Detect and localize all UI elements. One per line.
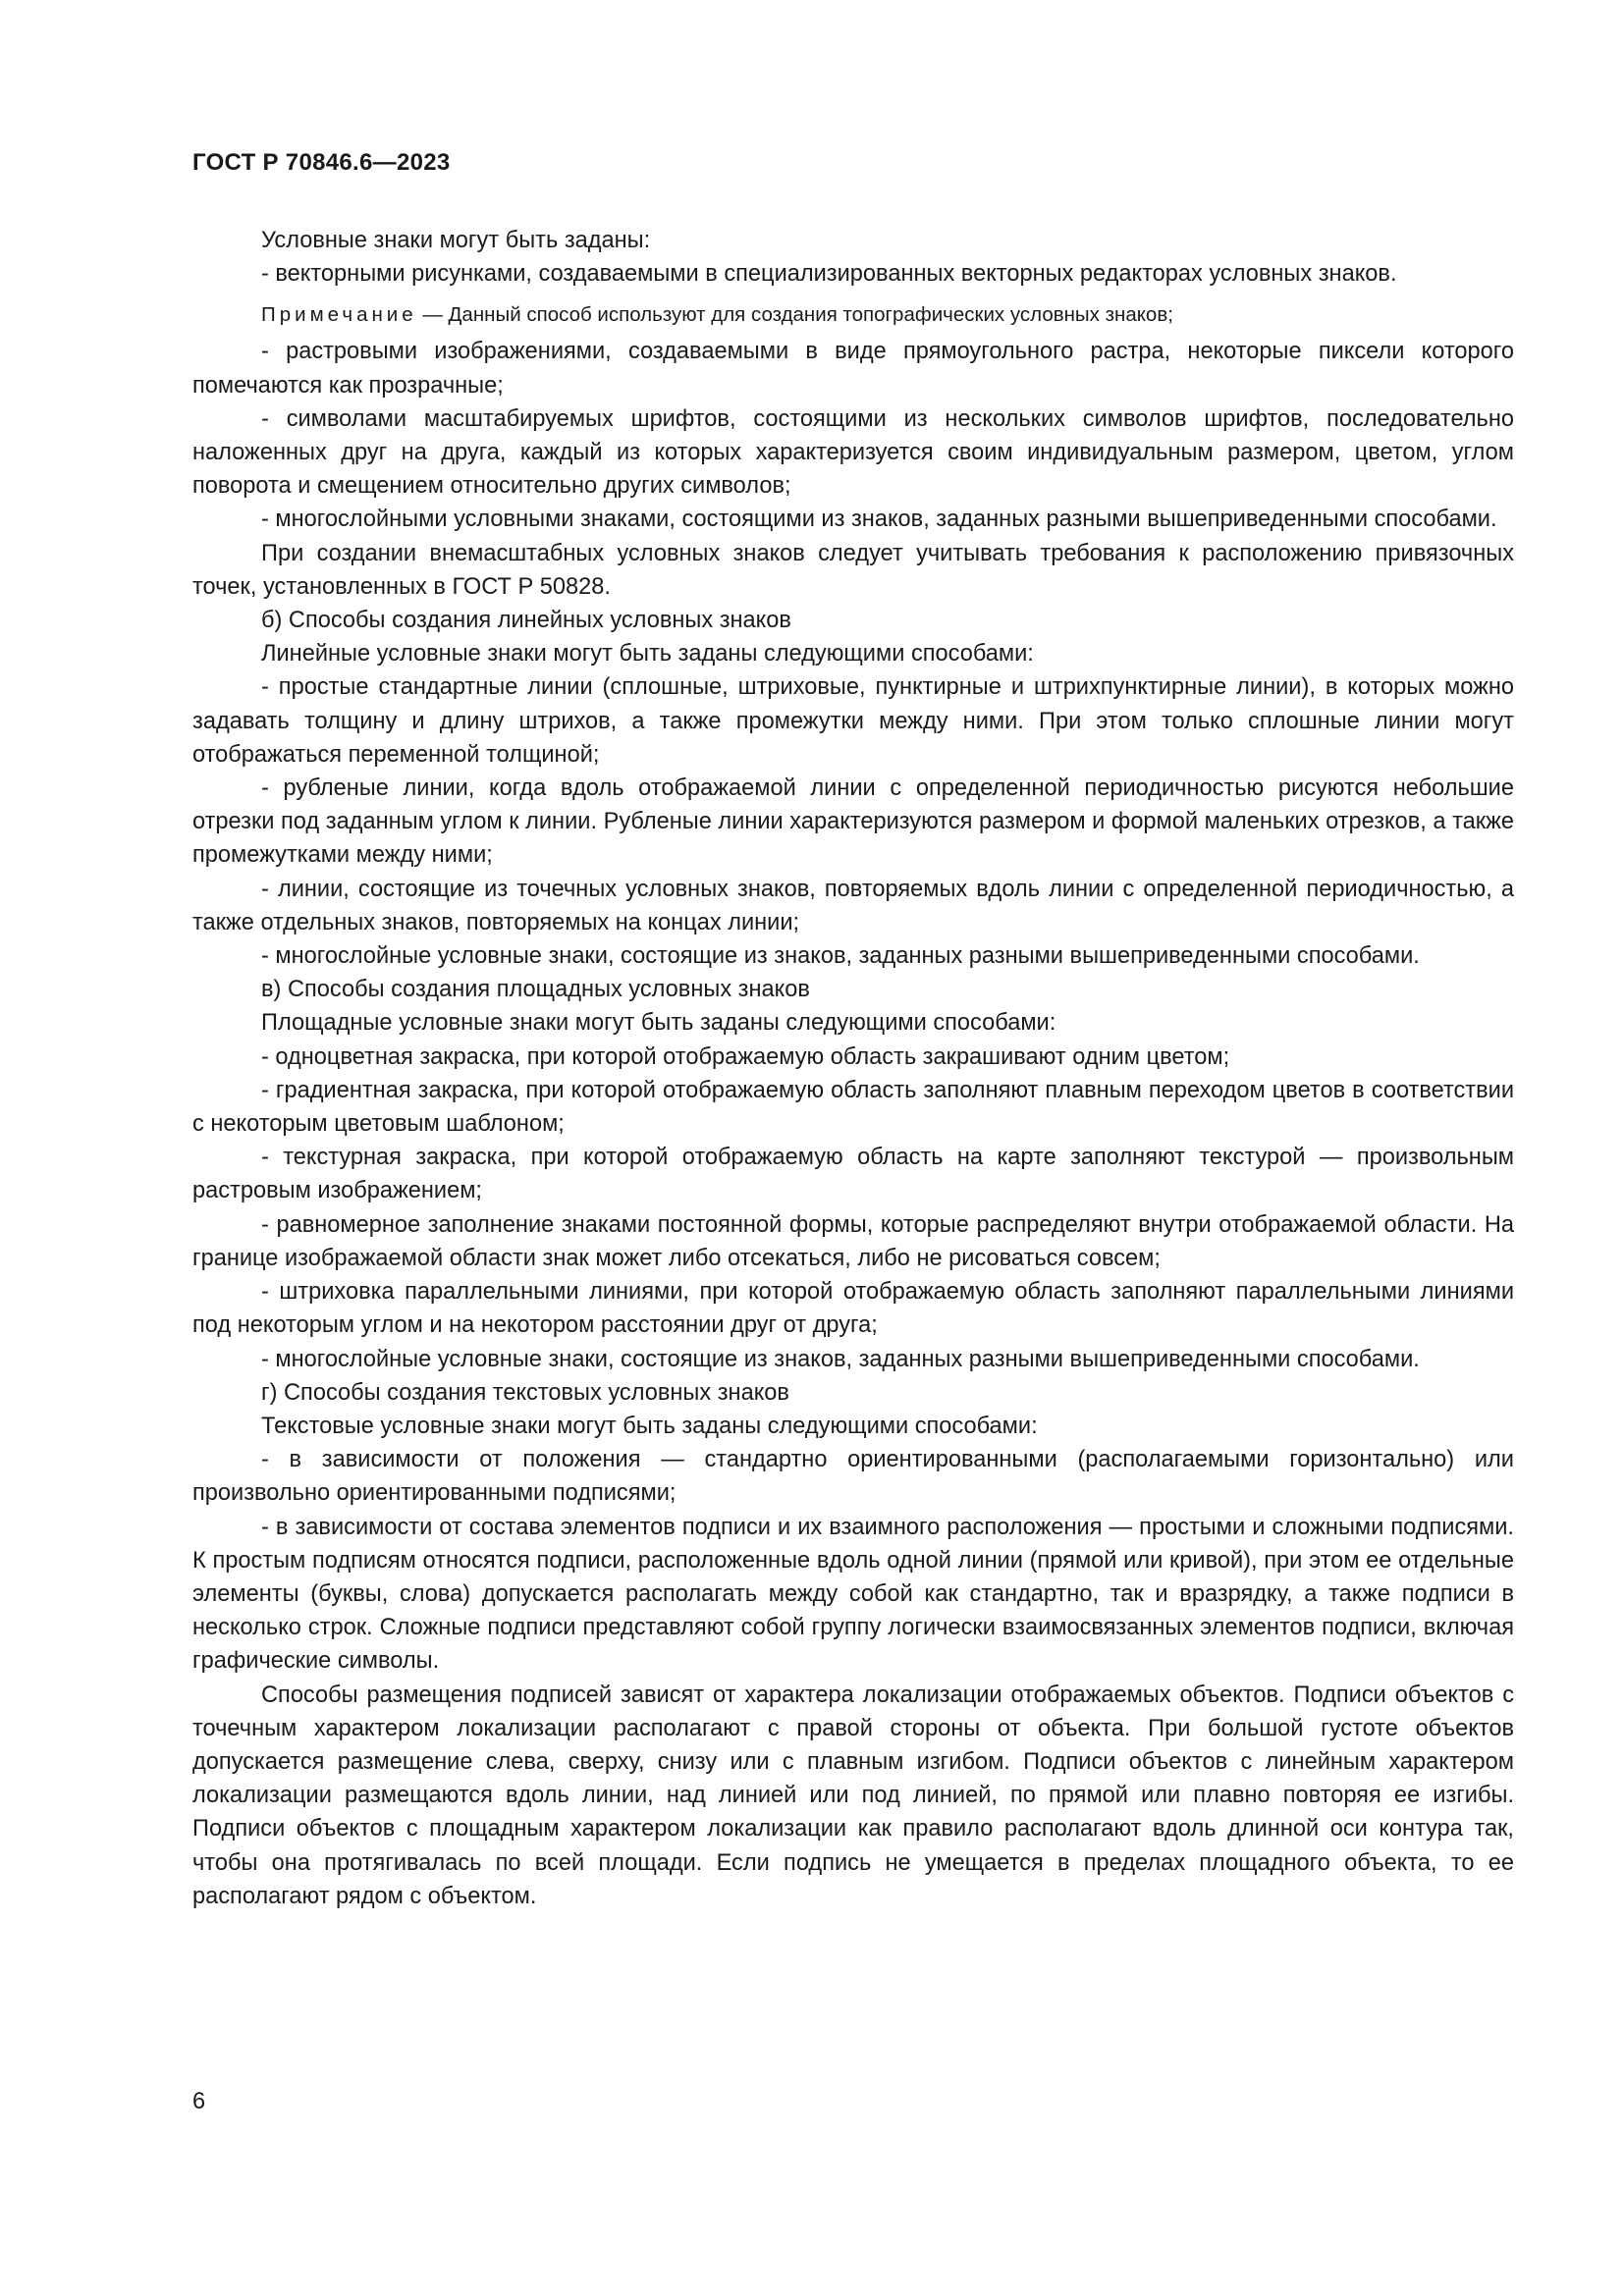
paragraph: Площадные условные знаки могут быть заданы следующими способами: [261,1010,1056,1037]
section-heading: в) Способы создания площадных условных знаков [261,977,810,1003]
note [192,299,1514,330]
paragraph: Условные знаки могут быть заданы: [261,228,651,253]
paragraph: При создании внемасштабных условных знаков следует учитывать требования к расположению привязочных точек, установленных в ГОСТ Р 50828. [192,540,1514,600]
note-text: — Данный способ используют для создания топографических условных знаков; [416,303,1173,327]
paragraph: - многослойными условными знаками, состоящими из знаков, заданных разными вышеприведенными способами. [261,507,1497,533]
paragraph: - многослойные условные знаки, состоящие из знаков, заданных разными вышеприведенными способами. [261,943,1420,970]
document-body [192,224,1514,1913]
paragraph: - в зависимости от состава элементов подписи и их взаимного расположения — простыми и сложными подписями. К простым подписям относятся подписи, расположенные вдоль одной линии (прямой или кривой), при этом ее отдельные элементы (буквы, слова) допускается располагать между собой как стандартно, так и вразрядку, а также подписи в несколько строк. Сложные подписи представляют собой группу логически взаимосвязанных элементов подписи, включая графические символы. [192,1514,1514,1675]
section-heading: б) Способы создания линейных условных знаков [261,608,791,634]
paragraph: - градиентная закраска, при которой отображаемую область заполняют плавным переходом цветов в соответствии с некоторым цветовым шаблоном; [192,1077,1514,1138]
paragraph: - текстурная закраска, при которой отображаемую область на карте заполняют текстурой — произвольным растровым изображением; [192,1145,1514,1204]
paragraph: - одноцветная закраска, при которой отображаемую область закрашивают одним цветом; [261,1043,1230,1070]
paragraph: - рубленые линии, когда вдоль отображаемой линии с определенной периодичностью рисуются небольшие отрезки под заданным углом к линии. Рубленые линии характеризуются размером и формой маленьких отрезков, а также промежутками между ними; [192,775,1514,869]
paragraph: Линейные условные знаки могут быть заданы следующими способами: [261,641,1034,667]
document-number-header: ГОСТ Р 70846.6—2023 [192,149,451,176]
paragraph: Текстовые условные знаки могут быть заданы следующими способами: [261,1413,1038,1439]
paragraph: - линии, состоящие из точечных условных знаков, повторяемых вдоль линии с определенной периодичностью, а также отдельных знаков, повторяемых на концах линии; [192,876,1514,935]
paragraph: - многослойные условные знаки, состоящие из знаков, заданных разными вышеприведенными способами. [261,1346,1420,1372]
paragraph: - простые стандартные линии (сплошные, штриховые, пунктирные и штрихпунктирные линии), в которых можно задавать толщину и длину штрихов, а также промежутки между ними. При этом только сплошные линии могут отображаться переменной толщиной; [192,674,1514,768]
paragraph: - растровыми изображениями, создаваемыми в виде прямоугольного растра, некоторые пиксели которого помечаются как прозрачные; [192,339,1514,399]
page-number: 6 [192,2089,206,2114]
paragraph: - символами масштабируемых шрифтов, состоящими из нескольких символов шрифтов, последовательно наложенных друг на друга, каждый из которых характеризуется своим индивидуальным размером, цветом, углом поворота и смещением относительно других символов; [192,405,1514,500]
section-heading: г) Способы создания текстовых условных знаков [261,1379,789,1406]
paragraph: - в зависимости от положения — стандартно ориентированными (располагаемыми горизонтально) или произвольно ориентированными подписями; [192,1447,1514,1507]
note-label: Примечание [261,303,417,327]
paragraph: - штриховка параллельными линиями, при которой отображаемую область заполняют параллельными линиями под некоторым углом и на некотором расстоянии друг от друга; [192,1279,1514,1339]
paragraph: - векторными рисунками, создаваемыми в специализированных векторных редакторах условных знаков. [261,261,1397,288]
paragraph: - равномерное заполнение знаками постоянной формы, которые распределяют внутри отображаемой области. На границе изображаемой области знак может либо отсекаться, либо не рисоваться совсем; [192,1211,1514,1271]
paragraph: Способы размещения подписей зависят от характера локализации отображаемых объектов. Подписи объектов с точечным характером локализации располагают с правой стороны от объекта. При большой густоте объектов допускается размещение слева, сверху, снизу или с плавным изгибом. Подписи объектов с линейным характером локализации размещаются вдоль линии, над линией или под линией, по прямой или плавно повторяя ее изгибы. Подписи объектов с площадным характером локализации как правило располагают вдоль длинной оси контура так, чтобы она протягивалась по всей площади. Если подпись не умещается в пределах площадного объекта, то ее располагают рядом с объектом. [192,1682,1514,1909]
